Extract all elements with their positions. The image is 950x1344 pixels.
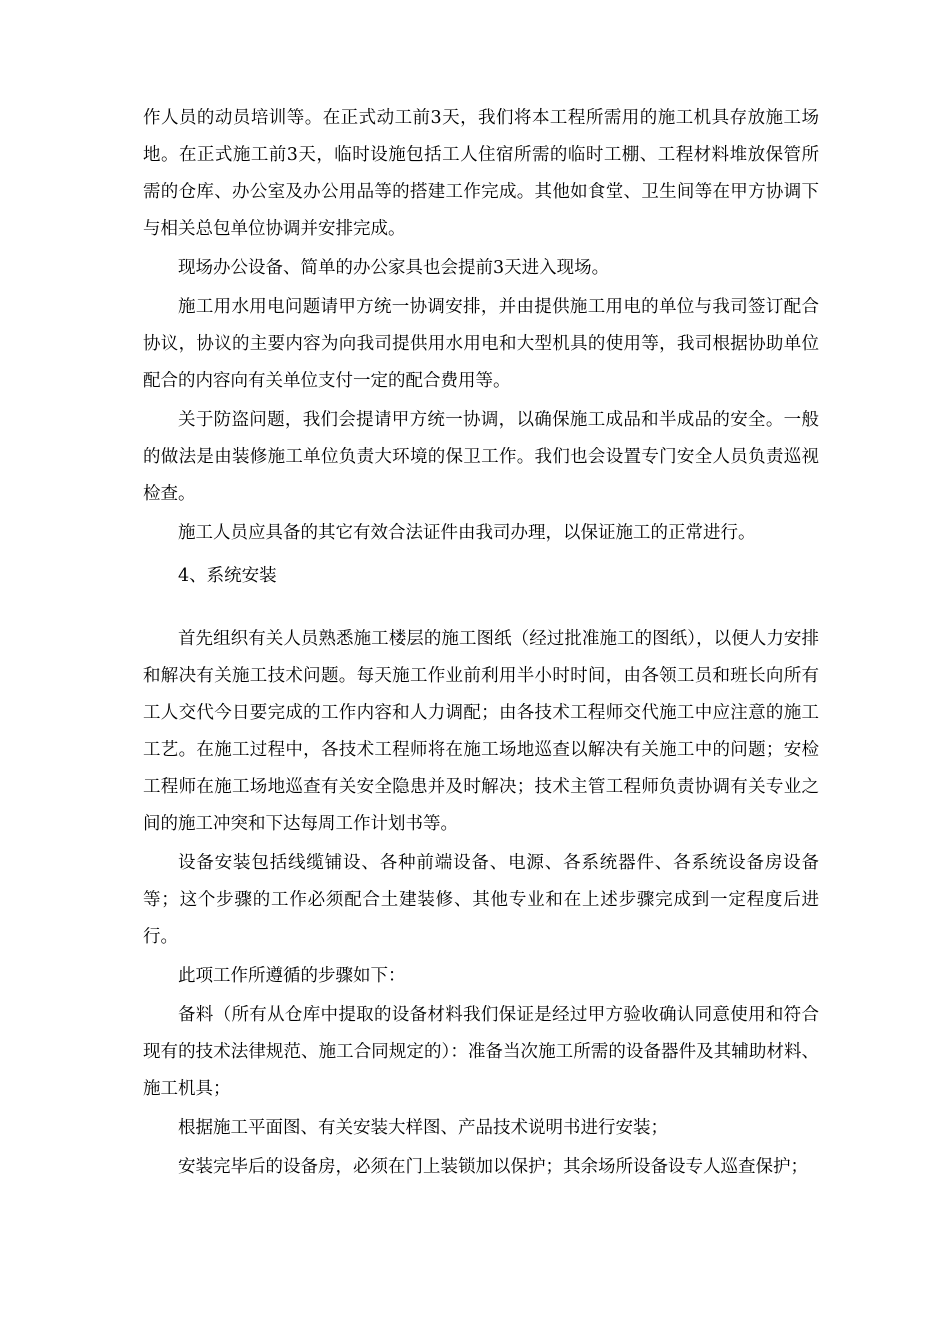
paragraph-anti-theft: 关于防盗问题，我们会提请甲方统一协调，以确保施工成品和半成品的安全。一般的做法是由装修施工单位负责大环境的保卫工作。我们也会设置专门安全人员负责巡视检查。 [143,410,819,504]
paragraph-steps-intro: 此项工作所遵循的步骤如下： [178,966,406,986]
paragraph-protection: 安装完毕后的设备房，必须在门上装锁加以保护；其余场所设备设专人巡查保护； [178,1157,808,1177]
paragraph-material-prep: 备料（所有从仓库中提取的设备材料我们保证是经过甲方验收确认同意使用和符合现有的技术法律规范、施工合同规定的）：准备当次施工所需的设备器件及其辅助材料、施工机具； [143,1005,819,1099]
section-heading-system-installation: 4、系统安装 [178,566,277,586]
paragraph-water-electricity: 施工用水用电问题请甲方统一协调安排，并由提供施工用电的单位与我司签订配合协议，协议的主要内容为向我司提供用水用电和大型机具的使用等，我司根据协助单位配合的内容向有关单位支付一定的配合费用等。 [143,297,819,391]
paragraph-equipment-installation: 设备安装包括线缆铺设、各种前端设备、电源、各系统器件、各系统设备房设备等；这个步骤的工作必须配合土建装修、其他专业和在上述步骤完成到一定程度后进行。 [143,853,819,947]
paragraph-office-equipment: 现场办公设备、简单的办公家具也会提前3天进入现场。 [178,258,610,278]
paragraph-organize-personnel: 首先组织有关人员熟悉施工楼层的施工图纸（经过批准施工的图纸），以便人力安排和解决有关施工技术问题。每天施工作业前利用半小时时间，由各领工员和班长向所有工人交代今日要完成的工作内容和人力调配；由各技术工程师交代施工中应注意的施工工艺。在施工过程中，各技术工程师将在施工场地巡查以解决有关施工中的问题；安检工程师在施工场地巡查有关安全隐患并及时解决；技术主管工程师负责协调有关专业之间的施工冲突和下达每周工作计划书等。 [143,629,819,834]
document-body [143,100,819,1188]
paragraph-certificates: 施工人员应具备的其它有效合法证件由我司办理，以保证施工的正常进行。 [178,523,756,543]
paragraph-install-by-drawings: 根据施工平面图、有关安装大样图、产品技术说明书进行安装； [178,1118,668,1138]
paragraph-continued: 作人员的动员培训等。在正式动工前3天，我们将本工程所需用的施工机具存放施工场地。在正式施工前3天，临时设施包括工人住宿所需的临时工棚、工程材料堆放保管所需的仓库、办公室及办公用品等的搭建工作完成。其他如食堂、卫生间等在甲方协调下与相关总包单位协调并安排完成。 [143,108,819,239]
